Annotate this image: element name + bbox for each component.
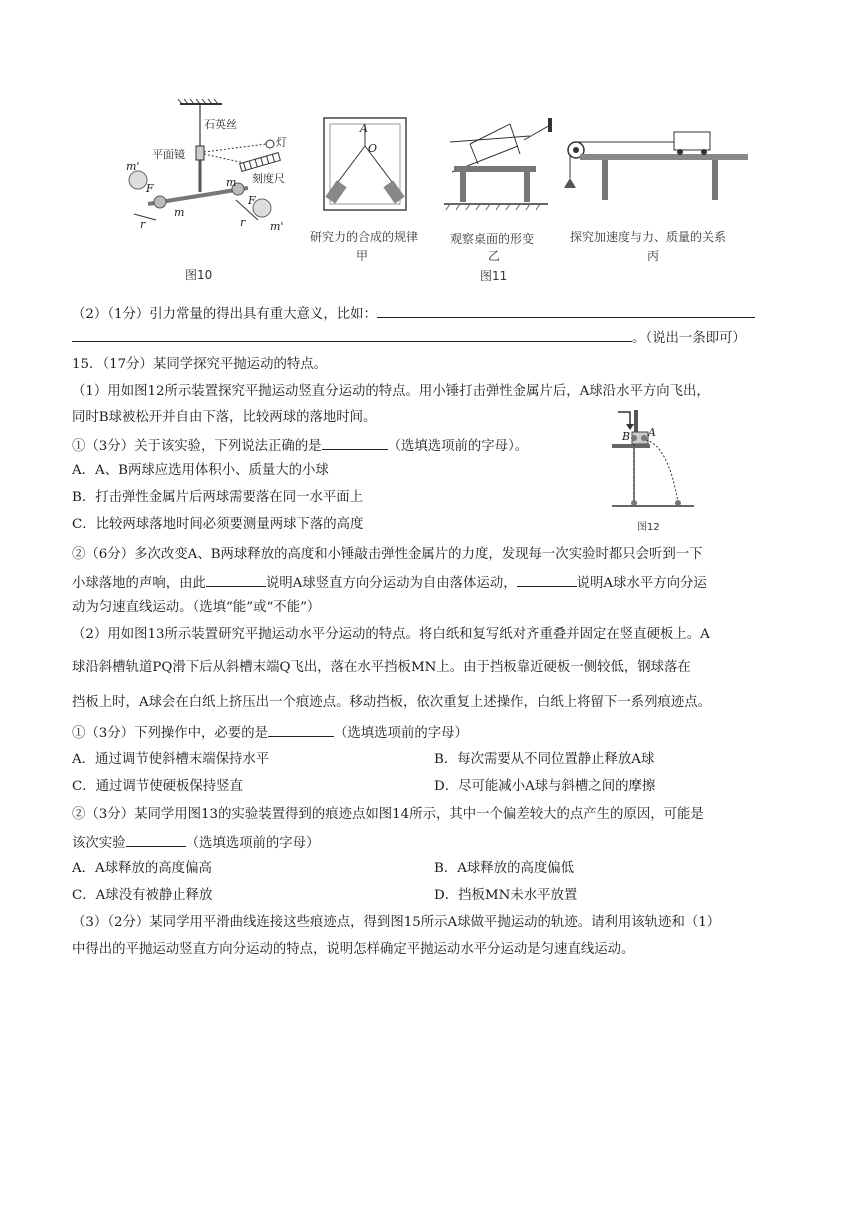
figure-12-caption: 图12 [637,522,660,533]
q15-p3-line1: （3）（2分）某同学用平滑曲线连接这些痕迹点，得到图15所示A球做平抛运动的轨迹。请利用该轨迹和（1） [72,915,721,930]
q14-2-answer-blank-2[interactable] [72,327,632,342]
q15-q1-option-c: C．比较两球落地时间必须要测量两球下落的高度 [72,517,364,532]
figure-11a-title: 研究力的合成的规律 [310,230,419,244]
q15-q4-prefix: 该次实验 [72,836,126,851]
q15-q4-answer-blank[interactable] [126,832,186,847]
q15-p1-line1: （1）用如图12所示装置探究平抛运动竖直分运动的特点。用小锤打击弹性金属片后，A球沿水平方向飞出， [72,384,710,399]
q15-q1-suffix: （选填选项前的字母）。 [387,439,529,454]
label-F-right: F [248,194,256,207]
q15-q2-answer-blank-1[interactable] [206,572,266,587]
q15-q2-line3: 动为匀速直线运动。（选填“能”或“不能”） [72,600,321,615]
label-m-prime-right: m' [270,220,284,233]
q15-q4-line1: ②（3分）某同学用图13的实验装置得到的痕迹点如图14所示，其中一个偏差较大的点产生的原因，可能是 [72,807,704,822]
q15-q1-prefix: ①（3分）关于该实验，下列说法正确的是 [72,439,322,454]
q15-q3-prefix: ①（3分）下列操作中，必要的是 [72,726,268,741]
q14-2-prefix: （2）（1分）引力常量的得出具有重大意义，比如： [72,307,377,322]
q15-q4-option-a: A．A球释放的高度偏高 [72,861,212,876]
figure-11a-force-composition [322,116,408,212]
label-r-right: r [240,216,246,229]
figure-11a-sub: 甲 [356,249,369,263]
label-m-left: m [174,206,185,219]
q15-q4-line2 [72,832,792,854]
figure-11c-sub: 丙 [647,249,660,263]
q15-q3-suffix: （选填选项前的字母） [334,726,468,741]
label-mirror: 平面镜 [152,148,185,161]
label-scale: 刻度尺 [252,172,285,185]
q14-2-line1 [72,303,792,325]
label-A: A [648,426,656,439]
q14-2-answer-blank-1[interactable] [377,303,755,318]
q15-p1-line2: 同时B球被松开并自由下落，比较两球的落地时间。 [72,410,377,425]
q15-q4-option-b: B．A球释放的高度偏低 [434,861,575,876]
figure-11b-title: 观察桌面的形变 [450,232,535,246]
figure-11b-table-deformation [440,114,556,214]
figure-11-caption: 图11 [480,269,508,283]
label-F-left: F [146,182,154,195]
q15-q2-line1: ②（6分）多次改变A、B两球释放的高度和小锤敲击弹性金属片的力度，发现每一次实验时都只会听到一下 [72,547,703,562]
label-A: A [360,122,368,135]
q15-q2-part-b: 说明A球竖直方向分运动为自由落体运动， [265,576,517,591]
q15-q3-stem [72,722,792,744]
q15-q3-option-a: A．通过调节使斜槽末端保持水平 [72,752,270,767]
q14-2-suffix: 。（说出一条即可） [632,331,746,346]
label-r-left: r [140,218,146,231]
q15-q4-option-c: C．A球没有被静止释放 [72,888,213,903]
label-quartz: 石英丝 [204,118,237,131]
figure-10-torsion-balance [122,96,292,242]
figure-12-apparatus [608,406,698,514]
q15-q3-option-c: C．通过调节使硬板保持竖直 [72,779,243,794]
q15-q4-option-d: D．挡板MN未水平放置 [434,888,578,903]
q15-title: 15．（17分）某同学探究平抛运动的特点。 [72,357,328,372]
label-m-right: m [226,176,237,189]
q15-q1-option-a: A．A、B两球应选用体积小、质量大的小球 [72,463,329,478]
q15-q3-option-d: D．尽可能减小A球与斜槽之间的摩擦 [434,779,656,794]
q14-2-line2 [72,327,792,349]
q15-q4-suffix: （选填选项前的字母） [185,836,320,851]
label-B: B [622,430,631,443]
q15-q3-option-b: B．每次需要从不同位置静止释放A球 [434,752,655,767]
q15-p2-line2: 球沿斜槽轨道PQ滑下后从斜槽末端Q飞出，落在水平挡板MN上。由于挡板靠近硬板一侧较低，钢球落在 [72,660,691,675]
q15-q1-option-b: B．打击弹性金属片后两球需要落在同一水平面上 [72,490,364,505]
figure-11c-title: 探究加速度与力、质量的关系 [570,230,727,244]
q15-q2-part-c: 说明A球水平方向分运 [576,576,707,591]
q15-q2-answer-blank-2[interactable] [517,572,577,587]
q15-q3-answer-blank[interactable] [268,722,334,737]
q15-q2-line2 [72,572,792,594]
label-m-prime-left: m' [126,160,140,173]
q15-p2-line1: （2）用如图13所示装置研究平抛运动水平分运动的特点。将白纸和复写纸对齐重叠并固定在竖直硬板上。A [72,627,710,642]
q15-p3-line2: 中得出的平抛运动竖直方向分运动的特点，说明怎样确定平抛运动水平分运动是匀速直线运动。 [72,942,635,957]
q15-q1-answer-blank[interactable] [322,435,388,450]
label-O: O [368,142,378,155]
q15-p2-line3: 挡板上时，A球会在白纸上挤压出一个痕迹点。移动挡板，依次重复上述操作，白纸上将留下一系列痕迹点。 [72,695,712,710]
q15-q2-part-a: 小球落地的声响，由此 [72,576,206,591]
figure-11c-acceleration [562,128,752,204]
figure-10-caption: 图10 [185,268,213,282]
figure-11b-sub: 乙 [488,249,501,263]
label-lamp: 灯 [276,136,287,149]
